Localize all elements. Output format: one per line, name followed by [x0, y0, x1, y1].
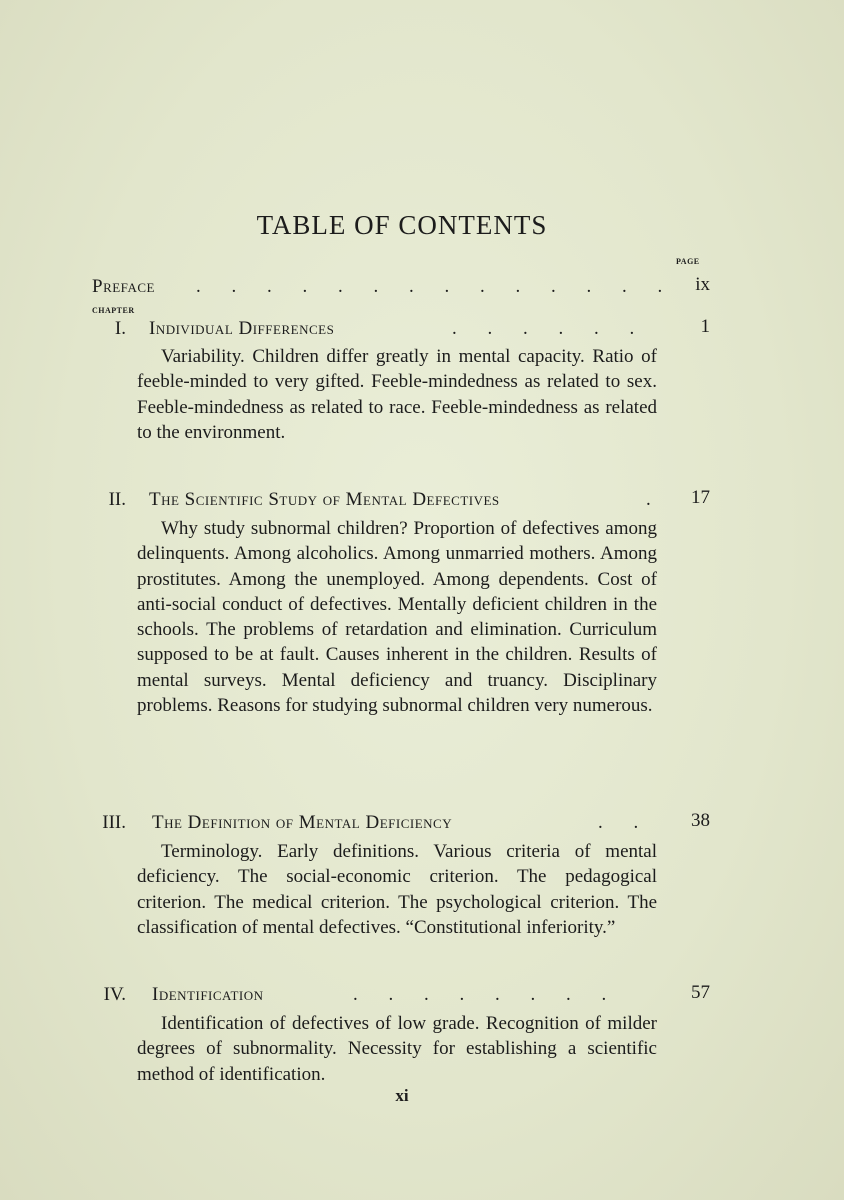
preface-page-number: ix	[695, 274, 710, 295]
chapter-1-page-number: 1	[700, 316, 710, 337]
chapter-2-description: Why study subnormal children? Proportion of defectives among delinquents. Among alcoholics. Among unmarried mothers. Among prostitutes. Among the unemployed. Among dependents. Cost of anti-social conduct of defectives. Mentally deficient children in the schools. The problems of retardation and elimination. Curriculum supposed to be at fault. Causes inherent in the children. Results of mental surveys. Mental deficiency and truancy. Disciplinary problems. Reasons for studying subnormal children very numerous.	[137, 518, 657, 717]
chapter-2-dots: .	[646, 489, 664, 510]
page-title: TABLE OF CONTENTS	[256, 210, 548, 240]
chapter-1-dots: . . . . . .	[452, 318, 648, 339]
chapter-column-heading: CHAPTER	[92, 306, 135, 315]
preface-dots: . . . . . . . . . . . . . .	[196, 276, 676, 297]
chapter-3-numeral: III.	[102, 812, 126, 833]
chapter-4-description: Identification of defectives of low grade. Recognition of milder degrees of subnormality. Necessity for establishing a scientific method of identification.	[137, 1013, 657, 1085]
chapter-4-dots: . . . . . . . .	[353, 984, 620, 1005]
chapter-1-numeral: I.	[114, 318, 126, 339]
chapter-3-description: Terminology. Early definitions. Various criteria of mental deficiency. The social-economic criterion. The pedagogical criterion. The medical criterion. The psychological criterion. The classification of mental defectives. “Constitutional inferiority.”	[137, 841, 657, 938]
chapter-2-page-number: 17	[691, 487, 710, 508]
page-column-heading: PAGE	[676, 257, 700, 266]
chapter-1-title: Individual Differences	[149, 318, 335, 339]
chapter-2-title: The Scientific Study of Mental Defectives	[149, 489, 500, 510]
chapter-1-description: Variability. Children differ greatly in mental capacity. Ratio of feeble-minded to very gifted. Feeble-mindedness as related to sex. Feeble-mindedness as related to race. Feeble-mindedness as related to the environment.	[137, 346, 657, 443]
preface-label: Preface	[92, 276, 155, 297]
chapter-3-dots: . .	[598, 812, 652, 833]
chapter-3-title: The Definition of Mental Deficiency	[152, 812, 453, 833]
chapter-4-page-number: 57	[691, 982, 710, 1003]
chapter-3-page-number: 38	[691, 810, 710, 831]
chapter-4-title: Identification	[152, 984, 264, 1005]
chapter-4-numeral: IV.	[103, 984, 126, 1005]
chapter-2-numeral: II.	[108, 489, 126, 510]
footer-page-number: xi	[395, 1086, 409, 1105]
